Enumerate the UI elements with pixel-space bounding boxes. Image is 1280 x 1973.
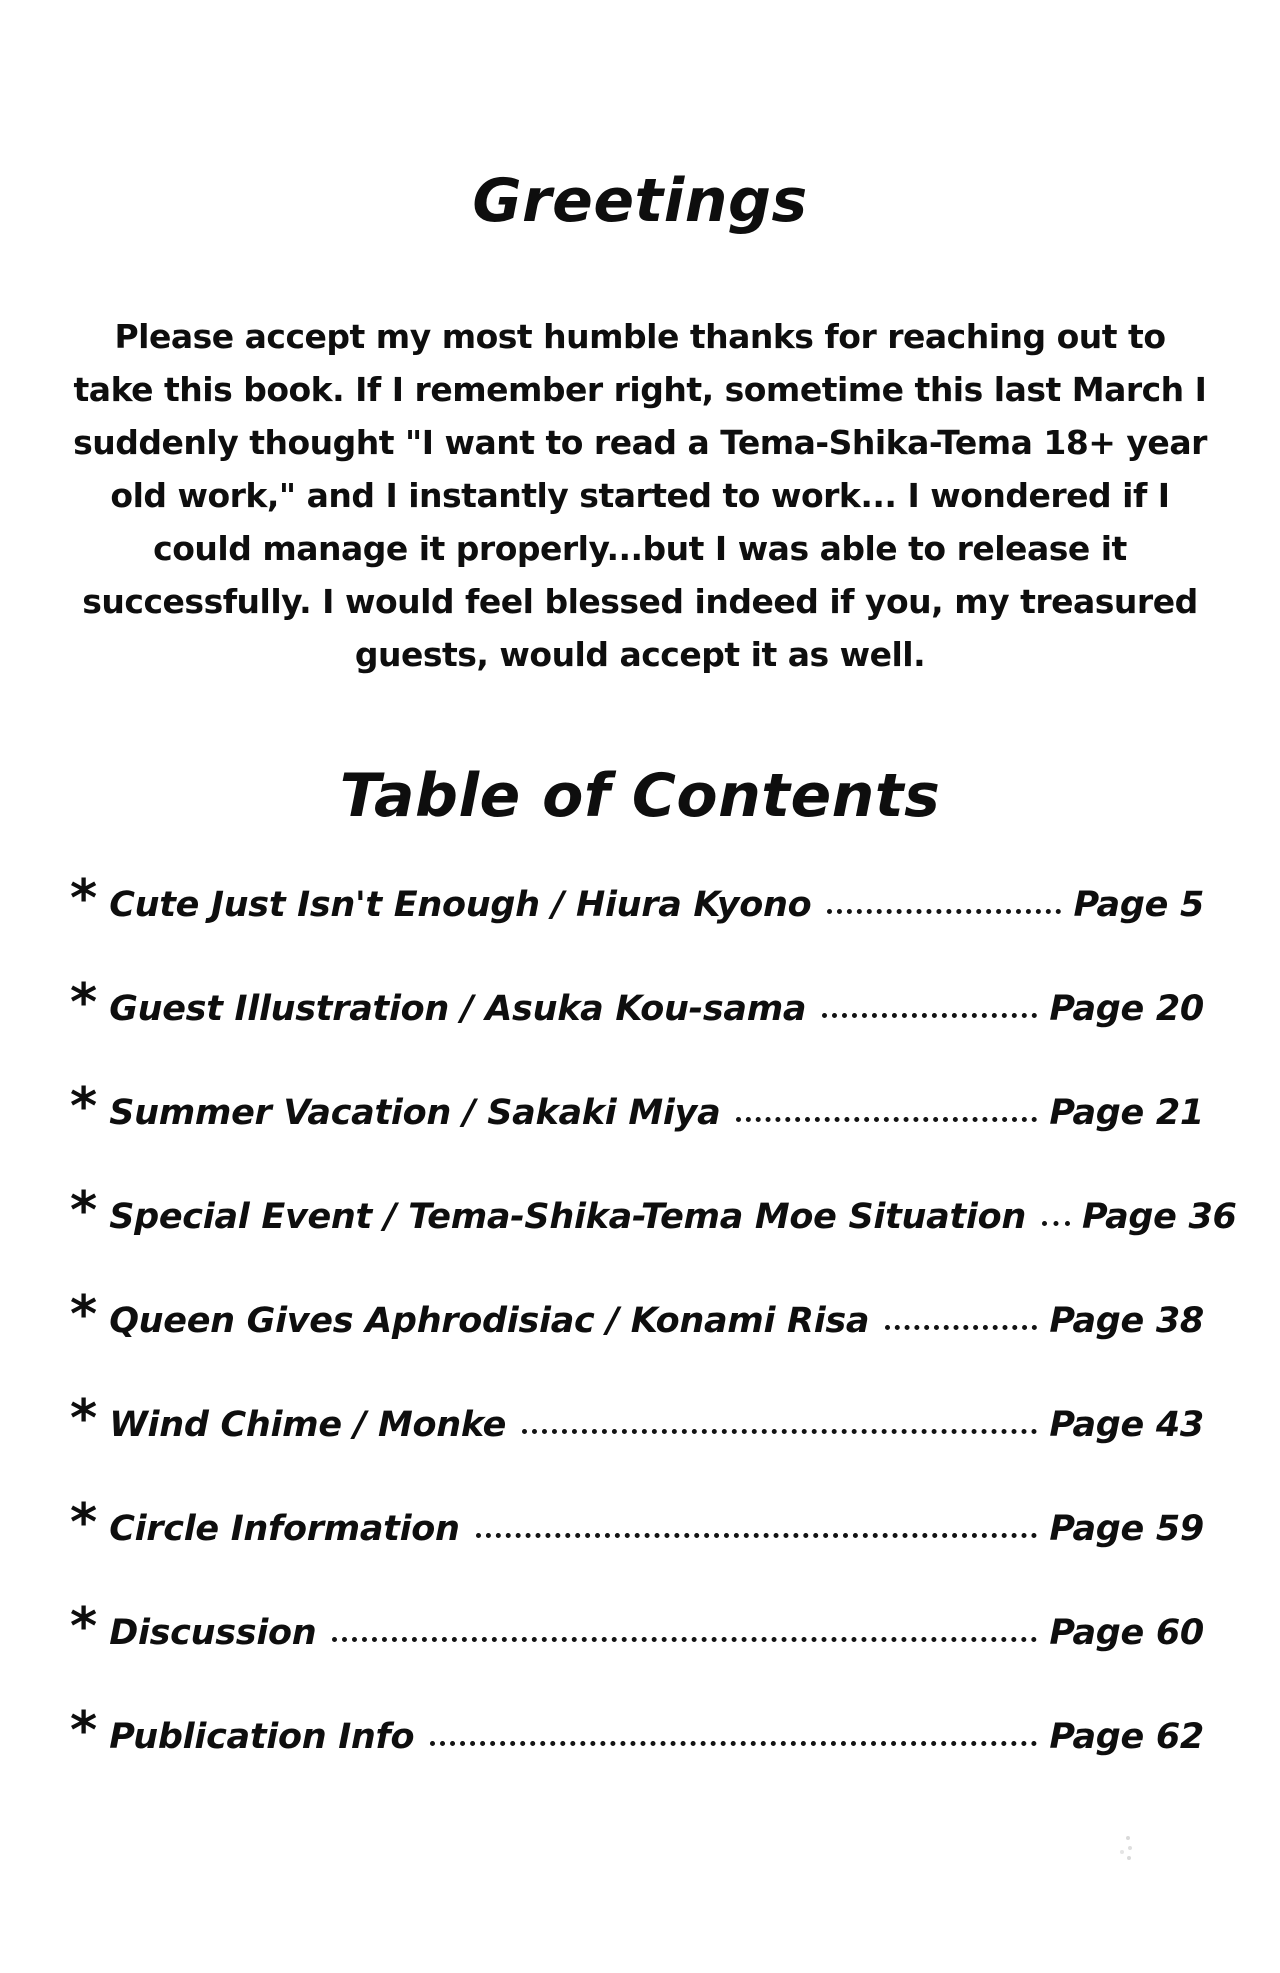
toc-entry-page: Page 62 <box>1049 1717 1204 1757</box>
toc-entry <box>70 1181 1237 1241</box>
asterisk-bullet: * <box>70 1077 98 1137</box>
toc-entry <box>70 1701 1204 1761</box>
toc-entry-page: Page 60 <box>1049 1613 1204 1653</box>
asterisk-bullet: * <box>70 973 98 1033</box>
toc-entry-title: Cute Just Isn't Enough / Hiura Kyono <box>109 885 812 925</box>
asterisk-bullet: * <box>70 1181 98 1241</box>
asterisk-bullet: * <box>70 1493 98 1553</box>
greeting-line: could manage it properly...but I was able to release it <box>153 529 1127 568</box>
toc-entry-page: Page 59 <box>1049 1509 1204 1549</box>
asterisk-bullet: * <box>70 1701 98 1761</box>
asterisk-bullet: * <box>70 1285 98 1345</box>
toc-entry-page: Page 20 <box>1049 989 1204 1029</box>
toc-entry <box>70 1493 1204 1553</box>
toc-entry-title: Discussion <box>109 1613 317 1653</box>
toc-entry <box>70 1389 1204 1449</box>
greeting-line: old work," and I instantly started to work... I wondered if I <box>110 476 1170 515</box>
toc-entry-title: Queen Gives Aphrodisiac / Konami Risa <box>109 1301 870 1341</box>
toc-entry-page: Page 36 <box>1081 1197 1237 1237</box>
scan-artifact <box>1126 1836 1130 1840</box>
toc-entry-title: Publication Info <box>109 1717 415 1757</box>
dotted-leader <box>827 909 1061 914</box>
toc-entry-title: Summer Vacation / Sakaki Miya <box>109 1093 721 1133</box>
greeting-line: successfully. I would feel blessed indeed if you, my treasured <box>82 582 1198 621</box>
dotted-leader <box>1042 1221 1070 1226</box>
asterisk-bullet: * <box>70 1389 98 1449</box>
dotted-leader <box>822 1013 1037 1018</box>
toc-entry-title: Wind Chime / Monke <box>109 1405 507 1445</box>
toc-entry <box>70 1285 1204 1345</box>
greetings-heading: Greetings <box>472 166 808 236</box>
toc-entry <box>70 869 1204 929</box>
greeting-line: suddenly thought "I want to read a Tema-Shika-Tema 18+ year <box>73 423 1207 462</box>
toc-entry-title: Special Event / Tema-Shika-Tema Moe Situation <box>109 1197 1026 1237</box>
asterisk-bullet: * <box>70 1597 98 1657</box>
greeting-paragraph <box>30 310 1250 681</box>
dotted-leader <box>885 1325 1037 1330</box>
toc-entry-page: Page 38 <box>1049 1301 1204 1341</box>
greeting-line: guests, would accept it as well. <box>354 635 926 674</box>
toc-list <box>0 869 1280 1761</box>
toc-entry-page: Page 21 <box>1049 1093 1204 1133</box>
table-of-contents-heading: Table of Contents <box>339 761 941 831</box>
toc-entry-title: Circle Information <box>109 1509 460 1549</box>
greeting-line: take this book. If I remember right, sometime this last March I <box>73 370 1207 409</box>
toc-entry <box>70 1077 1204 1137</box>
dotted-leader <box>430 1741 1037 1746</box>
dotted-leader <box>332 1637 1037 1642</box>
asterisk-bullet: * <box>70 869 98 929</box>
toc-entry <box>70 1597 1204 1657</box>
dotted-leader <box>476 1533 1038 1538</box>
toc-entry <box>70 973 1204 1033</box>
dotted-leader <box>522 1429 1037 1434</box>
toc-entry-page: Page 43 <box>1049 1405 1204 1445</box>
dotted-leader <box>736 1117 1037 1122</box>
toc-entry-title: Guest Illustration / Asuka Kou-sama <box>109 989 807 1029</box>
toc-entry-page: Page 5 <box>1073 885 1204 925</box>
greeting-line: Please accept my most humble thanks for reaching out to <box>114 317 1166 356</box>
